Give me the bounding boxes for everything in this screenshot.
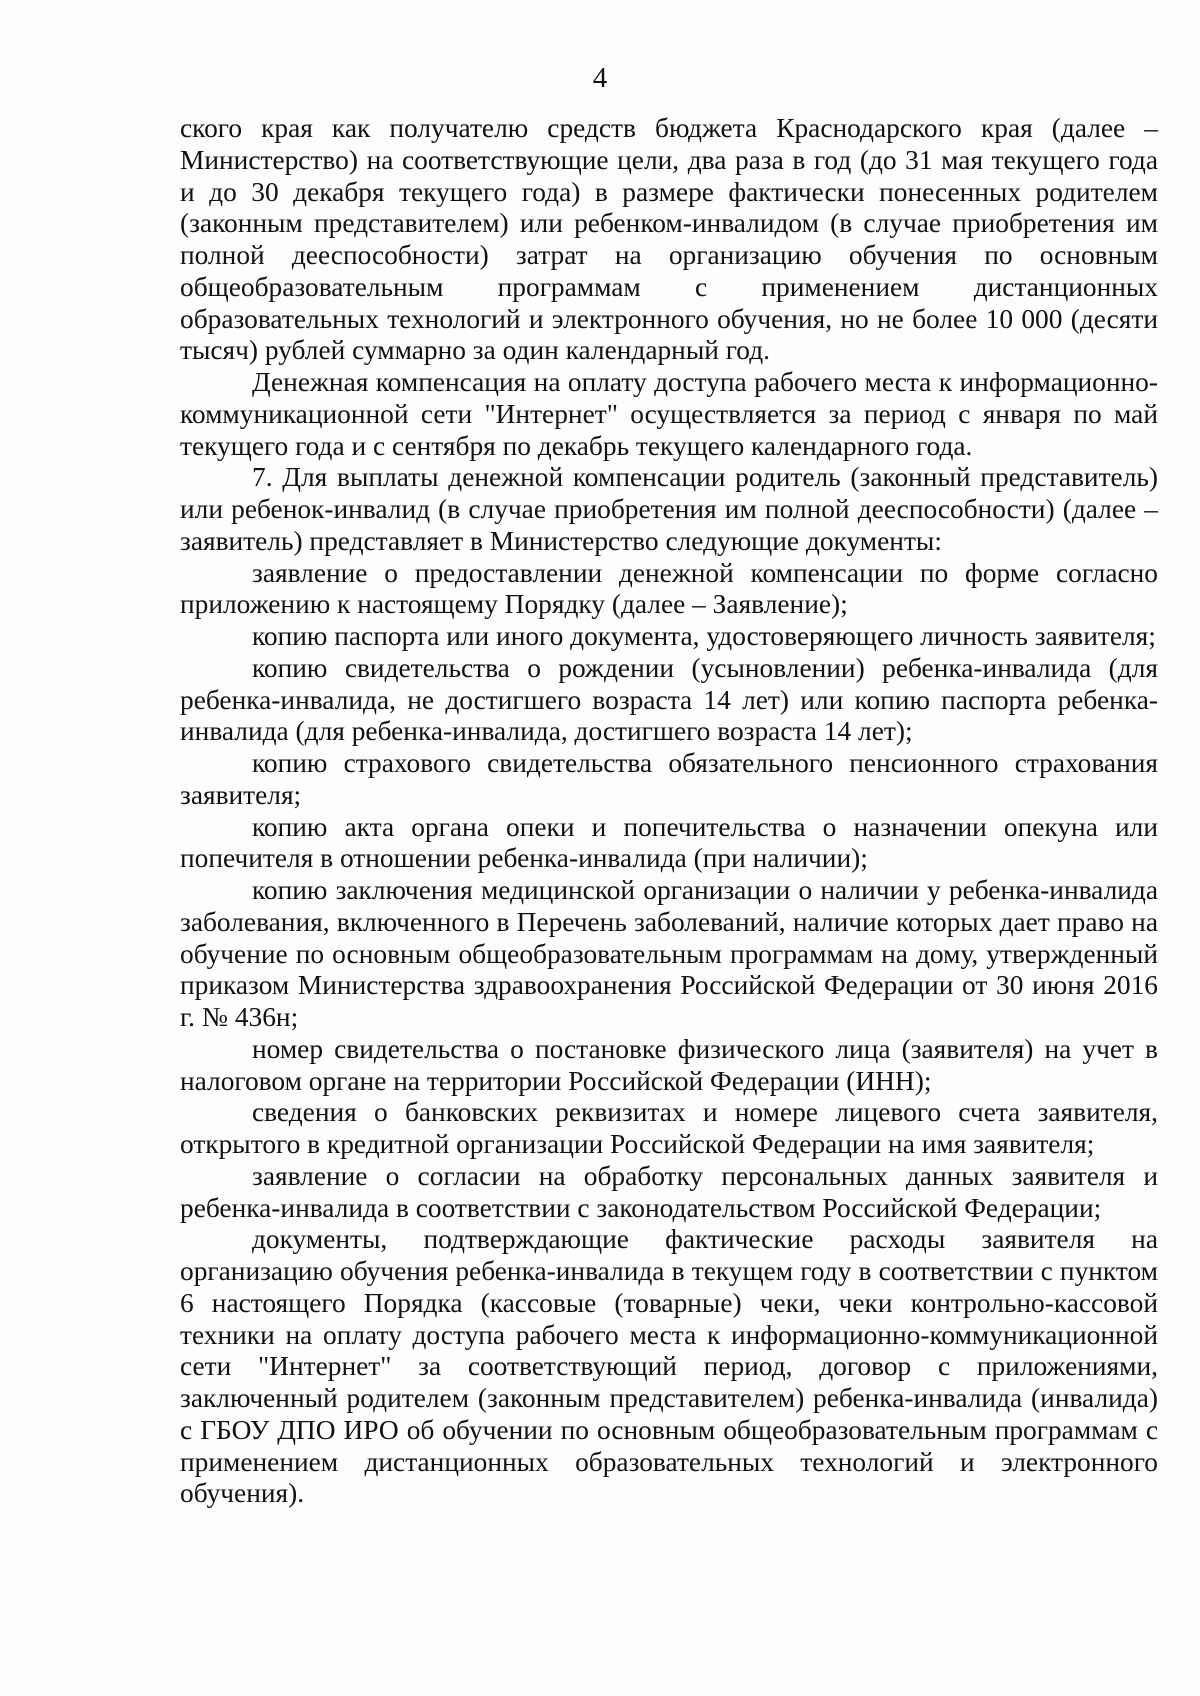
paragraph-item-7: 7. Для выплаты денежной компенсации родитель (законный представитель) или ребенок-инвалид (в случае приобретения им полной дееспособности) (далее – заявитель) представляет в Министерство следующие документы: (180, 462, 1158, 556)
document-list-item: копию свидетельства о рождении (усыновлении) ребенка-инвалида (для ребенка-инвалида, не достигшего возраста 14 лет) или копию паспорта ребенка-инвалида (для ребенка-инвалида, достигшего возраста 14 лет); (180, 652, 1158, 747)
page-number: 4 (592, 62, 608, 94)
paragraph-continuation: ского края как получателю средств бюджета Краснодарского края (далее – Министерство) на соответствующие цели, два раза в год (до 31 мая текущего года и до 30 декабря текущего года) в размере фактически понесенных родителем (законным представителем) или ребенком-инвалидом (в случае приобретения им полной дееспособности) затрат на организацию обучения по основным общеобразовательным программам с применением дистанционных образовательных технологий и электронного обучения, но не более 10 000 (десяти тысяч) рублей суммарно за один календарный год. (180, 113, 1158, 366)
document-body (180, 113, 1158, 1510)
document-list-item: документы, подтверждающие фактические расходы заявителя на организацию обучения ребенка-инвалида в текущем году в соответствии с пунктом 6 настоящего Порядка (кассовые (товарные) чеки, чеки контрольно-кассовой техники на оплату доступа рабочего места к информационно-коммуникационной сети "Интернет" за соответствующий период, договор с приложениями, заключенный родителем (законным представителем) ребенка-инвалида (инвалида) с ГБОУ ДПО ИРО об обучении по основным общеобразовательным программам с применением дистанционных образовательных технологий и электронного обучения). (180, 1224, 1158, 1509)
paragraph-internet-compensation: Денежная компенсация на оплату доступа рабочего места к информационно-коммуникационной сети "Интернет" осуществляется за период с января по май текущего года и с сентября по декабрь текущего календарного года. (180, 367, 1158, 461)
document-list-item: заявление о согласии на обработку персональных данных заявителя и ребенка-инвалида в соответствии с законодательством Российской Федерации; (180, 1160, 1158, 1223)
document-list-item: копию заключения медицинской организации о наличии у ребенка-инвалида заболевания, включенного в Перечень заболеваний, наличие которых дает право на обучение по основным общеобразовательным программам на дому, утвержденный приказом Министерства здравоохранения Российской Федерации от 30 июня 2016 г. № 436н; (180, 875, 1158, 1032)
document-list-item: копию паспорта или иного документа, удостоверяющего личность заявителя; (252, 621, 1156, 651)
document-list-item: копию страхового свидетельства обязательного пенсионного страхования заявителя; (180, 748, 1158, 810)
document-list-item: сведения о банковских реквизитах и номере лицевого счета заявителя, открытого в кредитной организации Российской Федерации на имя заявителя; (180, 1097, 1158, 1159)
document-list-item: копию акта органа опеки и попечительства о назначении опекуна или попечителя в отношении ребенка-инвалида (при наличии); (180, 811, 1158, 874)
document-list-item: заявление о предоставлении денежной компенсации по форме согласно приложению к настоящему Порядку (далее – Заявление); (180, 557, 1158, 620)
document-list-item: номер свидетельства о постановке физического лица (заявителя) на учет в налоговом органе на территории Российской Федерации (ИНН); (180, 1033, 1158, 1096)
